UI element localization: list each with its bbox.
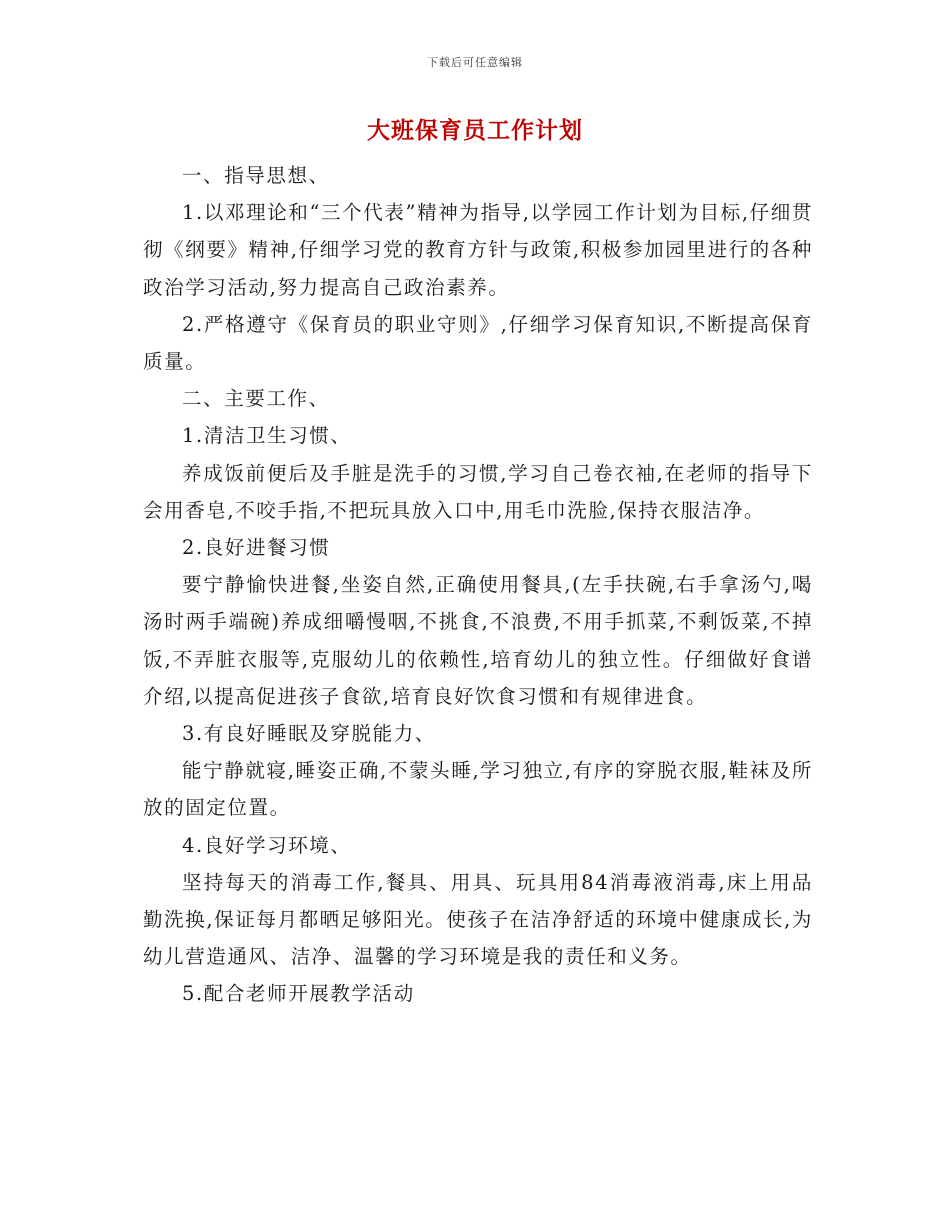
paragraph: 1.以邓理论和“三个代表”精神为指导,以学园工作计划为目标,仔细贯彻《纲要》精神,仔细学习党的教育方针与政策,积极参加园里进行的各种政治学习活动,努力提高自己政治素养。 [143, 201, 813, 299]
document-body [143, 157, 813, 1013]
subheading: 4.良好学习环境、 [182, 833, 352, 857]
subheading: 1.清洁卫生习惯、 [182, 424, 352, 448]
paragraph: 坚持每天的消毒工作,餐具、用具、玩具用84消毒液消毒,床上用品勤洗换,保证每月都晒足够阳光。使孩子在洁净舒适的环境中健康成长,为幼儿营造通风、洁净、温馨的学习环境是我的责任和义务。 [143, 870, 813, 969]
paragraph: 能宁静就寝,睡姿正确,不蒙头睡,学习独立,有序的穿脱衣服,鞋袜及所放的固定位置。 [143, 759, 813, 820]
paragraph: 养成饭前便后及手脏是洗手的习惯,学习自己卷衣袖,在老师的指导下会用香皂,不咬手指,不把玩具放入口中,用毛巾洗脸,保持衣服洁净。 [143, 461, 813, 522]
subheading: 5.配合老师开展教学活动 [182, 982, 415, 1006]
section-heading-guiding-thought: 一、指导思想、 [182, 164, 330, 187]
paragraph: 2.严格遵守《保育员的职业守则》,仔细学习保育知识,不断提高保育质量。 [143, 312, 813, 374]
subheading: 3.有良好睡眠及穿脱能力、 [182, 722, 436, 746]
section-heading-main-work: 二、主要工作、 [182, 387, 330, 411]
document-title: 大班保育员工作计划 [367, 117, 583, 144]
paragraph: 要宁静愉快进餐,坐姿自然,正确使用餐具,(左手扶碗,右手拿汤勺,喝汤时两手端碗)养成细嚼慢咽,不挑食,不浪费,不用手抓菜,不剩饭菜,不掉饭,不弄脏衣服等,克服幼儿的依赖性,培育幼儿的独立性。仔细做好食谱介绍,以提高促进孩子食欲,培育良好饮食习惯和有规律进食。 [143, 573, 813, 708]
header-note: 下载后可任意编辑 [427, 56, 523, 69]
subheading: 2.良好进餐习惯 [182, 536, 331, 560]
